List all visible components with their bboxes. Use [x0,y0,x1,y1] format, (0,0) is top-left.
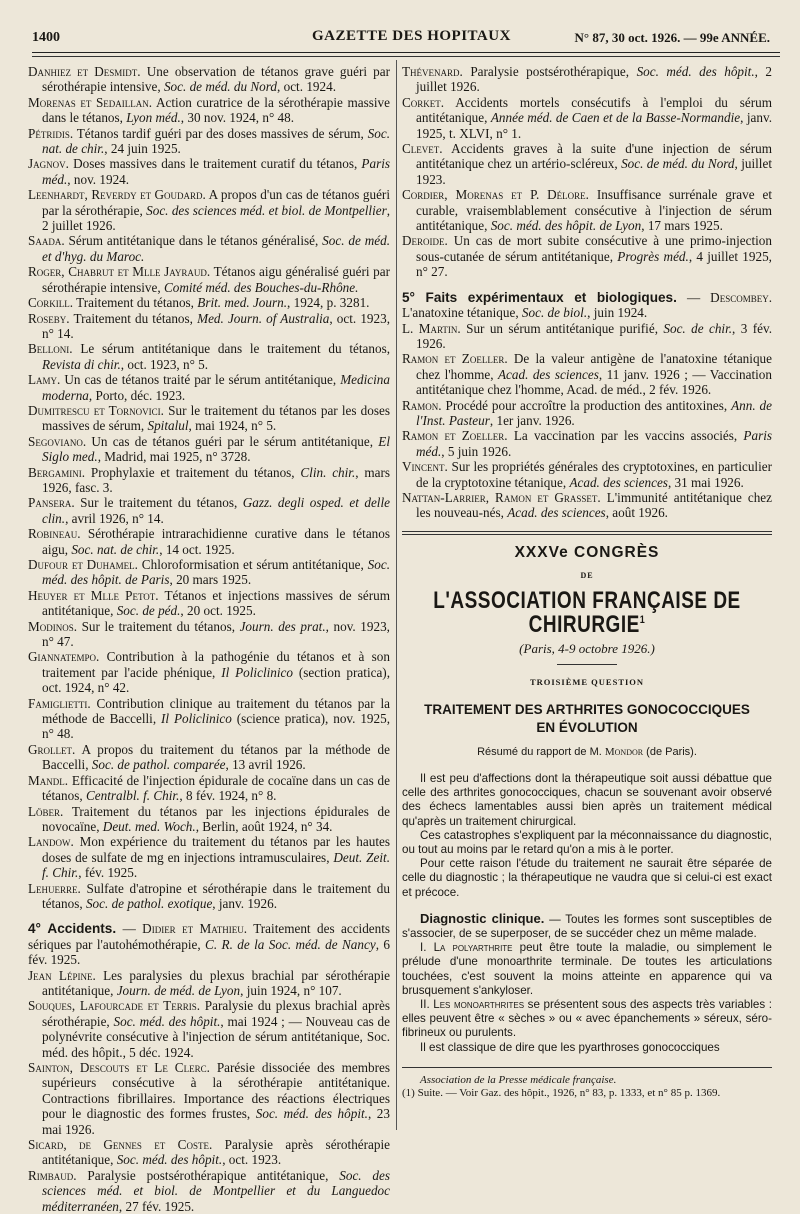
reference-details: , 27 fév. 1925. [118,1198,195,1214]
reference-title: Traitement du tétanos, [73,295,198,311]
article-paragraph: Ces catastrophes s'expliquent par la méconnaissance du diagnostic, ou tout au moins par le retard qu'on a mis à le porter. [402,828,772,856]
reference-author: Corkill. [28,295,74,311]
section-separator [402,531,772,535]
reference-entry [402,141,772,187]
reference-author: Löber. [28,803,64,819]
article-paragraph: Il est peu d'affections dont la thérapeutique soit aussi débattue que celle des arthrites gonococciques, chacun se souvenant avoir observé des échecs lamentables aussi bien après un traitement médical qu'après un traitement chirurgical. [402,771,772,828]
reference-journal: Soc. méd. des hôpit. de Paris [42,557,390,588]
reference-entry [28,772,390,804]
reference-author: Corket. [402,94,445,110]
reference-journal: Spitalul [147,418,189,434]
reference-journal: Journ. des prat. [239,618,326,634]
reference-title: Mon expérience du traitement du tétanos par les hautes doses de sulfate de mg en injections intramusculaires, [42,834,390,865]
reference-author: Nattan-Larrier, Ramon et Grasset. [402,489,601,505]
reference-entry [402,187,772,234]
reference-details: , 8 fév. 1924, n° 8. [179,788,277,804]
reference-details: , 4 juillet 1925, n° 27. [416,248,772,280]
reference-journal: Centralbl. f. Chir. [85,788,180,804]
reference-entry [28,998,391,1060]
reference-journal: Deut. Zeit. f. Chir. [42,849,390,881]
reference-author: Pétridis. [28,125,74,141]
footnote-rule [402,1067,772,1068]
reference-author: Roseby. [28,310,70,326]
reference-entry [28,64,390,95]
reference-title: Sur un sérum antitétanique purifié, [460,320,664,336]
reference-details: , mai 1924, n° 5. [188,418,277,434]
reference-author: Souques, Lafourcade et Terris. [28,998,201,1014]
reference-details: , 30 nov. 1924, n° 48. [180,110,294,126]
reference-journal: Soc. de pathol. comparée [91,757,226,773]
reference-entry [402,233,772,280]
reference-list-right [402,64,772,280]
reference-details: , 20 mars 1925. [169,572,252,588]
report-byline: Résumé du rapport de M. Mondor (de Paris). [477,745,697,758]
reference-author: Robineau. [28,526,81,542]
reference-journal: Soc. méd. des hôpit. [636,64,755,79]
reference-author: Jagnov. [28,156,69,172]
article-paragraph: Pour cette raison l'étude du traitement ne saurait être séparée de celle du diagnostic ; la thérapeutique ne vaudra que si celui-ci est exact et précoce. [402,857,772,899]
reference-title: A propos du traitement du tétanos par la méthode de Baccelli, [42,741,390,773]
reference-entry [402,320,772,352]
reference-details: , 1er janv. 1926. [489,412,575,428]
reference-entry [28,967,390,999]
reference-journal: Brit. med. Journ. [197,295,288,311]
reference-entry [28,1060,391,1137]
reference-list-right-2 [402,321,772,521]
reference-entry [28,1167,390,1214]
reference-title: A propos d'un cas de tétanos guéri par la sérothérapie, [42,187,390,218]
reference-title: Procédé pour accroître la production des antitoxines, [441,397,732,413]
reference-author: Danhiez et Desmidt. [28,64,141,79]
reference-journal: Soc. méd. des hôpit. de Lyon [490,218,642,234]
issue-info: N° 87, 30 oct. 1926. — 99e ANNÉE. [574,30,770,45]
reference-details: , Porto, déc. 1923. [88,387,186,403]
reference-journal: Soc. méd. des hôpit. [113,1013,221,1029]
reference-title: Sulfate d'atropine et sérothérapie dans le traitement du tétanos, [42,880,390,911]
reference-entry [28,464,391,496]
reference-entry [28,1137,390,1168]
reference-author: Ramon. [402,397,442,413]
reference-details: (science pratica), nov. 1925, n° 48. [42,711,391,742]
reference-details: , oct. 1924. [277,79,336,95]
reference-details: , oct. 1923. [222,1152,282,1168]
reference-journal: Soc. nat. de chir. [71,541,160,557]
reference-journal: Acad. des sciences [507,505,606,521]
reference-details: , nov. 1924. [67,171,130,187]
reference-entry [28,618,390,650]
reference-journal: Lyon méd. [126,110,181,126]
reference-title: Sérothérapie intrarachidienne curative dans le tétanos aigu, [42,526,390,557]
reference-journal: Soc. de méd. du Nord [163,79,278,95]
reference-title: Traitement du tétanos par les injections épidurales de novocaïne, [42,803,390,834]
diagnostic-paragraph: Diagnostic clinique. — Toutes les formes sont susceptibles de s'associer, de se superposer, de se succéder chez un même malade. [402,910,772,940]
reference-title: L'immunité antitétanique chez les nouveau-nés, [416,489,772,521]
reference-title: Accidents mortels consécutifs à l'emploi du sérum antitétanique, [416,94,772,126]
reference-details: , août 1926. [605,505,668,521]
reference-journal: Medicina moderna [42,372,390,403]
reference-title: La vaccination par les vaccins associés, [507,428,744,444]
reference-entry [28,341,390,372]
reference-title: Efficacité de l'injection épidurale de cocaïne dans un cas de tétanos, [42,772,390,804]
reference-title: Paralysie du plexus brachial après sérothérapie, [42,998,391,1029]
reference-title: Tétanos aigu généralisé guéri par sérothérapie intensive, [42,264,390,295]
reference-author: Grollet. [28,741,76,757]
reference-journal: Soc. de péd. [116,603,181,619]
reference-journal: Soc. méd. des hôpit. [255,1106,368,1122]
reference-entry [402,94,772,141]
reference-entry [28,834,390,881]
reference-author: Ramon et Zoeller. [402,351,508,367]
reference-details: , 2 juillet 1926. [42,202,391,234]
reference-details: , mars 1926, fasc. 3. [42,464,391,495]
reference-title: Une observation de tétanos grave guéri par sérothérapie intensive, [42,64,390,95]
reference-details: (section pratica), oct. 1924, n° 42. [42,664,390,696]
page-header [32,28,780,50]
reference-details: , juillet 1923. [416,156,772,187]
reference-details: , 3 fév. 1926. [416,320,772,351]
reference-author: Sainton, Descouts et Le Clerc. [28,1060,210,1075]
question-label: TROISIÈME QUESTION [529,677,645,688]
congress-heading: XXXVe CONGRÈS [514,543,660,561]
reference-entry [28,187,391,234]
reference-title: Parésie dissociée des membres supérieurs consécutive à la sérothérapie antitétanique. Contractions fibrillaires. Importance des réactions électriques pour le diagnostic des formes frustes, [42,1060,391,1122]
reference-author: Lamy. [28,372,61,388]
reference-entry [28,94,390,126]
reference-journal: Paris méd. [42,156,390,187]
reference-entry [28,803,390,835]
reference-details: , 5 juin 1926. [441,443,512,459]
reference-list-2 [28,968,390,1214]
reference-author: Belloni. [28,341,73,357]
reference-author: Dumitrescu et Tornovici. [28,402,164,418]
reference-details: , 24 juin 1925. [104,141,181,157]
reference-journal: Soc. de chir. [663,320,733,336]
reference-details: , oct. 1923, n° 14. [42,310,390,341]
reference-author: Landow. [28,834,74,850]
reference-details: , Berlin, août 1924, n° 34. [195,818,333,834]
accidents-section: 4° Accidents. — Didier et Mathieu. Traitement des accidents sériques par l'autohémothérapie, C. R. de la Soc. méd. de Nancy, 6 fév. 1925. [28,921,391,968]
reference-title: Accidents graves à la suite d'une injection de sérum antitétanique chez un artério-scléreux, [416,141,772,172]
reference-journal: Soc. des sciences méd. et biol. de Montpellier [146,202,387,218]
reference-details: , 23 mai 1926. [42,1106,390,1137]
reference-title: Tétanos tardif guéri par des doses massives de sérum, [73,125,368,141]
footnote: (1) Suite. — Voir Gaz. des hôpit., 1926, n° 83, p. 1333, et n° 85 p. 1369. [402,1086,721,1099]
reference-details: , mai 1924 ; — Nouveau cas de polynévrite consécutive à l'injection de sérum antitétanique, Soc. méd. des hôpit., 5 déc. 1924. [42,1013,390,1060]
reference-journal: Paris méd. [416,428,772,459]
reference-entry [28,402,390,434]
reference-entry [402,459,772,490]
reference-author: Segoviano. [28,433,87,449]
reference-journal: Comité méd. des Bouches-du-Rhône. [163,279,359,295]
reference-details: , 31 mai 1926. [667,474,744,490]
section-title: 4° Accidents. [28,921,117,937]
reference-entry [28,880,390,912]
reference-entry [28,125,390,157]
reference-title: Doses massives dans le traitement curatif du tétanos, [68,156,362,172]
reference-details: , 11 janv. 1926 ; — Vaccination antitétanique chez l'homme, Acad. de méd., 2 fév. 1926. [416,366,772,398]
reference-journal: Deut. med. Woch. [102,818,196,834]
reference-journal: El Siglo med. [42,433,390,465]
reference-journal: Soc. des sciences méd. et biol. de Montpellier et du Languedoc méditerranéen [42,1167,390,1214]
reference-author: Pansera. [28,495,75,511]
reference-journal: Ann. de l'Inst. Pasteur [416,397,772,428]
reference-journal: Soc. de méd. du Nord [621,156,735,172]
article-title: TRAITEMENT DES ARTHRITES GONOCOCCIQUES EN ÉVOLUTION [424,701,750,735]
reference-author: Deroide. [402,233,448,249]
reference-details: , 17 mars 1925. [641,218,723,234]
right-column [402,64,772,1100]
reference-entry [28,526,390,557]
reference-title: Chloroformisation et sérum antitétanique, [137,557,368,572]
reference-author: Thévenard. [402,64,463,79]
reference-title: Un cas de mort subite consécutive à une primo-injection sous-cutanée de sérum antitétanique, [416,233,772,264]
reference-author: Bergamini. [28,464,86,480]
reference-author: Lehuerre. [28,880,81,896]
header-rule [32,52,780,53]
association-heading: L'ASSOCIATION FRANÇAISE DE CHIRURGIE$^1$ [433,587,741,639]
reference-entry [28,156,390,187]
reference-author: Cordier, Morenas et P. Délore. [402,187,589,203]
reference-author: Heuyer et Mlle Petot. [28,587,159,603]
article-paragraph: I. La polyarthrite peut être toute la maladie, ou simplement le prélude d'une monoarthrite terminale. De toutes les articulations touchées, c'est souvent la moins atteinte en apparence qui va brusquement s'ankyloser. [402,941,772,997]
reference-list [28,64,390,911]
reference-author: Roger, Chabrut et Mlle Jayraud. [28,264,211,280]
reference-journal: Revista di chir. [42,356,121,372]
reference-entry [402,489,772,521]
reference-title: Sur le traitement du tétanos par les doses massives de sérum, [42,402,390,434]
reference-details: , janv. 1926. [212,895,278,911]
reference-entry [28,741,390,773]
reference-author: Morenas et Sedaillan. [28,94,153,110]
reference-journal: Soc. de méd. et d'hyg. du Maroc. [42,233,390,264]
reference-details: , Madrid, mai 1925, n° 3728. [97,449,251,465]
reference-entry [28,372,390,403]
reference-journal: Soc. de pathol. exotique [85,895,213,911]
congress-dates: (Paris, 4-9 octobre 1926.) [519,640,655,656]
reference-author: Dufour et Duhamel. [28,557,138,572]
reference-title: Action curatrice de la sérothérapie massive dans le tétanos, [42,94,390,126]
footnote-association: Association de la Presse médicale française. [420,1073,617,1086]
reference-journal: Gazz. degli osped. et delle clin. [42,495,390,526]
reference-author: Rimbaud. [28,1167,77,1183]
reference-title: Sur les propriétés générales des cryptotoxines, en particulier de la cryptotoxine tétanique, [416,459,772,490]
reference-entry [402,351,772,398]
reference-title: Prophylaxie et traitement du tétanos, [85,464,301,480]
reference-details: , oct. 1923, n° 5. [120,356,209,372]
reference-author: Saada. [28,233,65,249]
reference-title: Sur le traitement du tétanos, [74,495,243,511]
reference-details: , 2 juillet 1926. [416,64,773,95]
short-rule [557,664,617,665]
reference-title: Sérum antitétanique dans le tétanos généralisé, [64,233,323,249]
reference-entry [28,495,390,526]
reference-entry [28,433,390,465]
article-paragraph: II. Les monoarthrites se présentent sous des aspects très variables : elles peuvent être « sèches » ou « avec épanchements » séreux, séro-fibrineux ou purulents. [402,998,772,1040]
reference-author: Ramon et Zoeller. [402,428,508,444]
reference-title: Sur le traitement du tétanos, [77,618,240,634]
reference-entry [28,649,390,696]
reference-author: Clevet. [402,141,443,157]
reference-author: Giannatempo. [28,649,100,665]
reference-details: , 13 avril 1926. [225,757,306,773]
reference-entry [28,264,390,295]
reference-entry [402,64,773,95]
reference-journal: Acad. des sciences [569,474,668,490]
reference-title: Insuffisance surrénale grave et curable, vraisemblablement consécutive à l'injection de sérum antitétanique, [416,187,772,234]
reference-entry [28,587,391,619]
column-divider [396,60,397,1130]
reference-journal: Soc. nat. de chir. [42,125,390,157]
reference-details: , janv. 1925, t. XLVI, n° 1. [416,110,772,141]
reference-journal: Il Policlinico [161,711,232,727]
reference-details: , 20 oct. 1925. [180,603,256,619]
reference-title: Paralysie après sérothérapie antitétanique, [42,1137,390,1168]
reference-title: Un cas de tétanos guéri par le sérum antitétanique, [86,433,379,449]
reference-title: Paralysie postsérothérapique, [462,64,637,79]
reference-journal: Progrès méd. [617,248,689,264]
reference-details: , avril 1926, n° 14. [65,510,164,526]
reference-author: Modinos. [28,618,78,634]
reference-entry [402,397,772,429]
reference-title: De la valeur antigène de l'anatoxine tétanique chez l'homme, [416,351,772,382]
reference-title: Contribution à la pathogénie du tétanos et à son traitement par l'acide phénique, [42,649,390,680]
page-number: 1400 [32,30,60,45]
journal-title: GAZETTE DES HOPITAUX [312,28,511,44]
reference-title: Contribution clinique au traitement du tétanos par la méthode de Baccelli, [42,695,390,727]
reference-entry [28,295,390,311]
reference-journal: Année méd. de Caen et de la Basse-Normandie [490,110,741,126]
reference-title: Traitement du tétanos, [69,310,198,326]
reference-title: Les paralysies du plexus brachial par sérothérapie antitétanique, [42,967,390,998]
reference-author: L. Martin. [402,320,461,336]
reference-entry [28,310,390,342]
reference-details: , 1924, p. 3281. [287,295,370,311]
left-column [28,64,390,1214]
reference-details: , 14 oct. 1925. [159,541,235,557]
faits-section: 5° Faits expérimentaux et biologiques. — Descombey. L'anatoxine tétanique, Soc. de biol., juin 1924. [402,289,773,321]
reference-entry [28,233,390,264]
reference-entry [28,557,390,588]
article-paragraph: Il est classique de dire que les pyarthroses gonococciques [420,1040,720,1054]
header-rule-thin [32,56,780,57]
reference-author: Famiglietti. [28,695,91,711]
congress-de: DE [580,571,594,581]
reference-author: Mandl. [28,772,69,788]
reference-title: Tétanos et injections massives de sérum antitétanique, [42,587,391,619]
reference-details: , fév. 1925. [78,865,138,881]
reference-title: Un cas de tétanos traité par le sérum antitétanique, [60,372,341,388]
reference-journal: Med. Journ. of Australia [197,310,330,326]
reference-journal: Il Policlinico [221,664,293,680]
reference-details: , juin 1924, n° 107. [240,982,342,998]
section-title: 5° Faits expérimentaux et biologiques. [402,289,677,305]
reference-journal: Clin. chir. [300,464,356,480]
reference-entry [28,695,391,742]
reference-author: Sicard, de Gennes et Coste. [28,1137,213,1153]
reference-journal: Journ. de méd. de Lyon [116,982,241,998]
reference-author: Leenhardt, Reverdy et Goudard. [28,187,206,203]
reference-author: Jean Lépine. [28,967,96,983]
reference-title: Le sérum antitétanique dans le traitement du tétanos, [72,341,390,357]
reference-journal: Soc. méd. des hôpit. [116,1152,223,1168]
reference-title: Paralysie postsérothérapique antitétanique, [76,1167,340,1183]
reference-details: , nov. 1923, n° 47. [42,618,390,650]
reference-journal: Acad. des sciences [497,366,599,382]
reference-entry [402,428,772,459]
reference-author: Vincent. [402,459,448,475]
